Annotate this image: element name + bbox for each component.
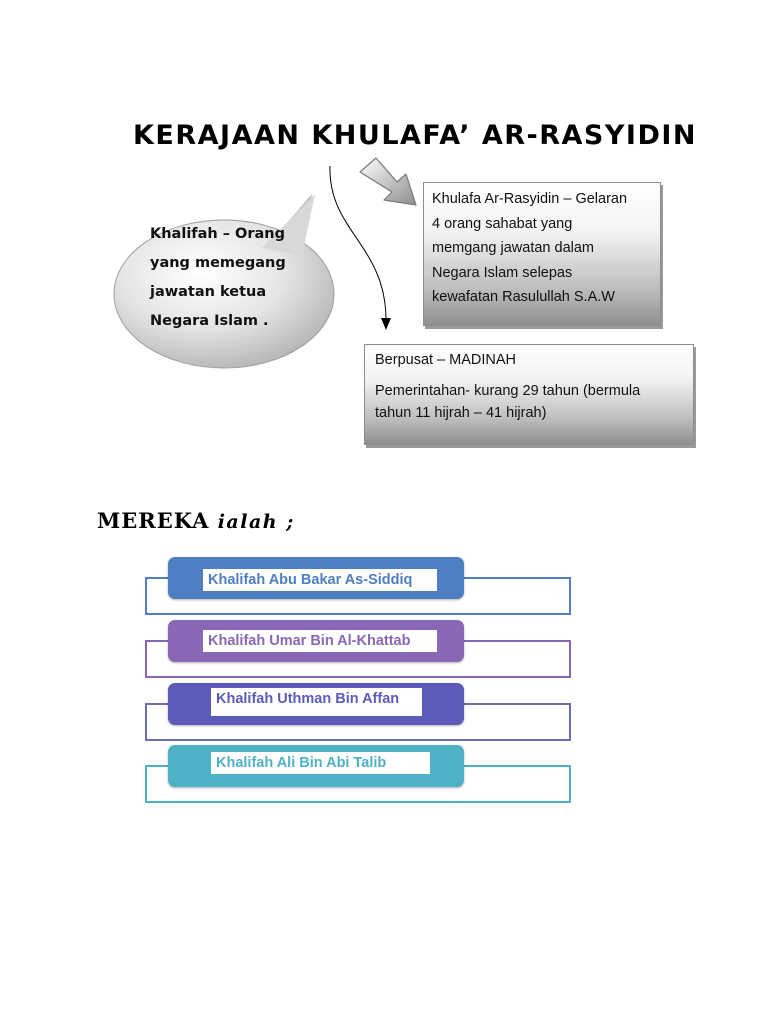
bubble-line: yang memegang bbox=[150, 255, 286, 271]
block-arrow-icon bbox=[360, 158, 416, 205]
bubble-line: Khalifah – Orang bbox=[150, 226, 286, 242]
heading-rest: ialah ; bbox=[217, 511, 295, 533]
curved-arrow-icon bbox=[330, 166, 391, 330]
reign-text: Pemerintahan- kurang 29 tahun (bermula bbox=[375, 383, 641, 399]
reign-years-text: tahun 11 hijrah – 41 hijrah) bbox=[375, 405, 547, 421]
bubble-line: Negara Islam . bbox=[150, 313, 269, 329]
definition-line: Negara Islam selepas bbox=[432, 264, 573, 281]
definition-line: kewafatan Rasulullah S.A.W bbox=[432, 289, 615, 305]
bubble-line: jawatan ketua bbox=[150, 284, 267, 300]
definition-line: memgang jawatan dalam bbox=[432, 240, 595, 256]
bubble-text bbox=[150, 220, 325, 336]
definition-line: 4 orang sahabat yang bbox=[432, 215, 573, 232]
khalifah-name: Khalifah Abu Bakar As-Siddiq bbox=[203, 569, 437, 591]
capital-box bbox=[364, 344, 694, 445]
khalifah-name: Khalifah Umar Bin Al-Khattab bbox=[203, 630, 437, 652]
page-title: KERAJAAN KHULAFA’ AR-RASYIDIN bbox=[133, 120, 698, 151]
definition-box bbox=[423, 182, 661, 326]
section-heading bbox=[97, 508, 295, 533]
definition-line: Khulafa Ar-Rasyidin – Gelaran bbox=[432, 191, 628, 207]
khalifah-name: Khalifah Uthman Bin Affan bbox=[211, 688, 422, 716]
khalifah-name: Khalifah Ali Bin Abi Talib bbox=[211, 752, 430, 774]
capital-text: Berpusat – MADINAH bbox=[375, 352, 517, 368]
heading-word: MEREKA bbox=[97, 508, 210, 533]
